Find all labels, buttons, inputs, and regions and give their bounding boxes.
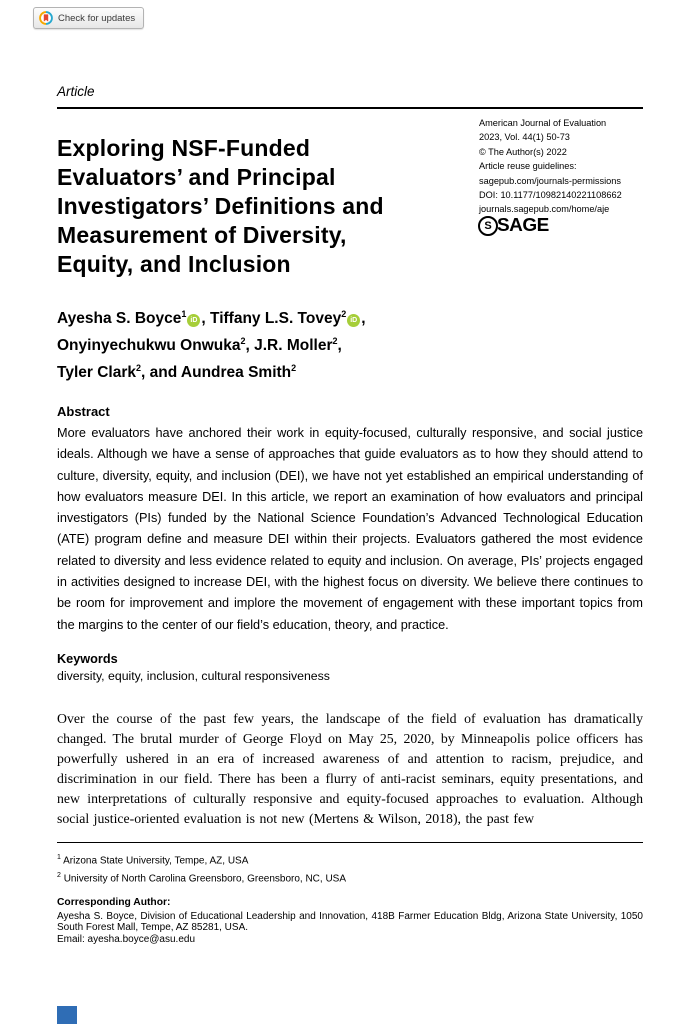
orcid-icon[interactable]: iD [187,314,200,327]
author-name: Tyler Clark [57,364,136,381]
orcid-icon[interactable]: iD [347,314,360,327]
article-type-label: Article [57,84,95,99]
affiliations [57,850,643,887]
body-paragraph: Over the course of the past few years, the landscape of the field of evaluation has dramatically changed. The brutal murder of George Floyd on May 25, 2020, by Minneapolis police officers has powerfully ushered in an era of increased awareness of and attention to racism, prejudice, and discrimination in our field. There has been a flurry of anti-racist seminars, equity presentations, and new interpretations of culturally responsive and equity-focused approaches to evaluation. Although social justice-oriented evaluation is not new (Mertens & Wilson, 2018), the past few [57,711,643,826]
corresponding-author-block [57,897,643,946]
author-name: Onyinyechukwu Onwuka [57,337,241,354]
article-title-line: Exploring NSF-Funded [57,135,311,161]
author-affiliation-sup: 2 [135,363,141,373]
article-title-line: Evaluators’ and Principal [57,164,336,190]
page-corner-marker [57,1006,77,1024]
journal-info-line: 2023, Vol. 44(1) 50-73 [479,132,570,143]
author-name: Tiffany L.S. Tovey [210,310,342,327]
journal-info-line: journals.sagepub.com/home/aje [479,204,610,215]
corresponding-author-address: Ayesha S. Boyce, Division of Educational Leadership and Innovation, 418B Farmer Education Bldg, Arizona State University, 1050 South Forest Mall, Tempe, AZ 85281, USA. [57,910,643,934]
author-affiliation-sup: 2 [240,336,246,346]
keywords-heading: Keywords [57,652,118,666]
check-for-updates-button[interactable] [33,7,144,29]
journal-info-block [479,116,651,217]
abstract-text: More evaluators have anchored their work in equity-focused, culturally responsive, and social justice ideals. Although we have a sense of approaches that guide evaluators as to how they should attend to culture, diversity, equity, and inclusion (DEI), we have not yet established an empirical understanding of how evaluators measure DEI. In this article, we report an examination of how evaluators and principal investigators (PIs) funded by the National Science Foundation’s Advanced Technological Education (ATE) program define and measure DEI within their projects. Evaluators gathered the most evidence related to diversity and less evidence related to equity and inclusion. On average, PIs’ projects engaged in activities designed to increase DEI, with the highest focus on diversity. We believe there continues to be room for improvement and implore the movement of engagement with these important topics from the margins to the center of our field’s education, theory, and practice. [57,426,643,632]
corresponding-author-heading: Corresponding Author: [57,897,171,908]
article-title [57,134,487,279]
author-name: Ayesha S. Boyce [57,310,182,327]
author-name: Aundrea Smith [180,364,292,381]
author-name: J.R. Moller [254,337,333,354]
keywords-text: diversity, equity, inclusion, cultural responsiveness [57,669,330,683]
journal-info-line: sagepub.com/journals-permissions [479,175,621,186]
check-for-updates-label: Check for updates [58,12,136,24]
author-affiliation-sup: 2 [291,363,297,373]
affiliation-text: Arizona State University, Tempe, AZ, USA [63,855,249,867]
affiliation-text: University of North Carolina Greensboro, Greensboro, NC, USA [63,873,347,885]
article-title-line: Investigators’ Definitions and [57,193,384,219]
journal-info-line: DOI: 10.1177/10982140221108662 [479,190,622,201]
journal-info-line: American Journal of Evaluation [479,118,607,128]
author-affiliation-sup: 2 [332,336,338,346]
affiliation-sup: 1 [57,854,61,861]
crossmark-logo-icon [39,11,53,25]
journal-info-line: © The Author(s) 2022 [479,146,567,157]
footnote-rule [57,842,643,843]
journal-info-line: Article reuse guidelines: [479,161,577,172]
abstract-heading: Abstract [57,404,110,419]
affiliation-sup: 2 [57,872,61,880]
affiliation-line [57,850,643,868]
sage-wordmark: SAGE [497,215,549,236]
header-rule [57,107,643,109]
author-affiliation-sup: 1 [181,309,187,319]
corresponding-author-email: Email: ayesha.boyce@asu.edu [57,934,196,946]
article-title-line: Measurement of Diversity, [57,222,347,248]
sage-logo [478,215,549,237]
authors: Ayesha S. Boyce$^1$iD , Tiffany L.S. Tovey$^2$iD , Onyinyechukwu Onwuka$^2$, J.R. Moller$^2$, Tyler Clark$^2$, and Aundrea Smith$^2$ [57,309,366,381]
affiliation-line [57,868,643,886]
sage-s-circle-icon: S [478,216,498,236]
author-affiliation-sup: 2 [341,309,347,319]
article-title-line: Equity, and Inclusion [57,251,291,277]
